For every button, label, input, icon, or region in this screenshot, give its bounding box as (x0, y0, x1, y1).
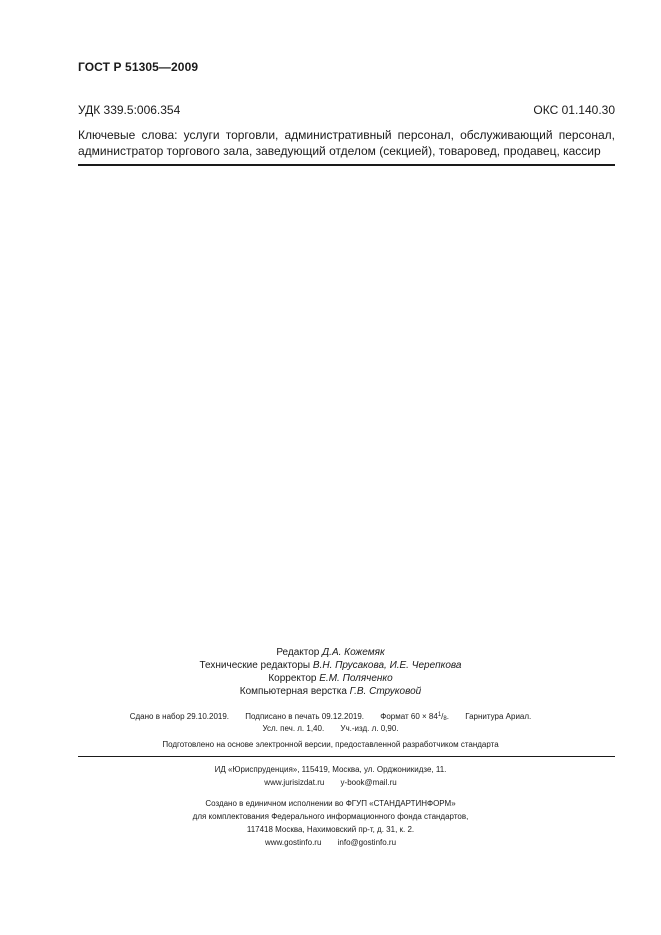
publisher-contacts (0, 776, 661, 789)
corrector-name: Е.М. Поляченко (319, 673, 393, 684)
production-line-2: для комплектования Федерального информационного фонда стандартов, (192, 812, 469, 821)
top-divider (78, 164, 615, 166)
prepared-note: Подготовлено на основе электронной версии, предоставленной разработчиком стандарта (162, 740, 499, 749)
oks-code: ОКС 01.140.30 (533, 103, 615, 117)
production-line-3: 117418 Москва, Нахимовский пр-т, д. 31, к. 2. (246, 825, 415, 834)
publisher-block (0, 763, 661, 789)
publication-sheets: Уч.-изд. л. 0,90. (340, 724, 399, 733)
print-sheets: Усл. печ. л. 1,40. (262, 724, 325, 733)
publisher-email-link[interactable]: y-book@mail.ru (340, 778, 397, 787)
production-contacts (0, 836, 661, 849)
layout-name: Г.В. Струковой (349, 686, 422, 697)
corrector-line (0, 672, 661, 685)
editor-label: Редактор (276, 647, 320, 658)
publisher-address: ИД «Юриспруденция», 115419, Москва, ул. Орджоникидзе, 11. (214, 765, 447, 774)
editor-name: Д.А. Кожемяк (322, 647, 385, 658)
credits-block (0, 646, 661, 698)
production-line-1: Создано в единичном исполнении во ФГУП «СТАНДАРТИНФОРМ» (205, 799, 456, 808)
print-format: Формат $60 \times 84^1/_8$. (380, 712, 449, 722)
udk-code: УДК 339.5:006.354 (78, 103, 181, 117)
tech-editors-line (0, 659, 661, 672)
layout-label: Компьютерная верстка (239, 686, 347, 697)
layout-line (0, 685, 661, 698)
production-block (0, 797, 661, 849)
document-code: ГОСТ Р 51305—2009 (78, 60, 199, 74)
signed-date: Подписано в печать 09.12.2019. (245, 712, 365, 721)
typeface: Гарнитура Ариал. (465, 712, 532, 721)
gostinfo-site-link[interactable]: www.gostinfo.ru (264, 838, 322, 847)
editor-line (0, 646, 661, 659)
submitted-date: Сдано в набор 29.10.2019. (129, 712, 230, 721)
imprint-line-2 (0, 722, 661, 735)
corrector-label: Корректор (268, 673, 317, 684)
bottom-divider (78, 756, 615, 757)
publisher-site-link[interactable]: www.jurisizdat.ru (264, 778, 325, 787)
gostinfo-email-link[interactable]: info@gostinfo.ru (337, 838, 397, 847)
tech-editors-names: В.Н. Прусакова, И.Е. Черепкова (312, 660, 462, 671)
keywords-paragraph: Ключевые слова: услуги торговли, административный персонал, обслуживающий персонал, администратор торгового зала, заведующий отделом (секцией), товаровед, продавец, кассир (78, 128, 615, 158)
tech-editors-label: Технические редакторы (199, 660, 311, 671)
